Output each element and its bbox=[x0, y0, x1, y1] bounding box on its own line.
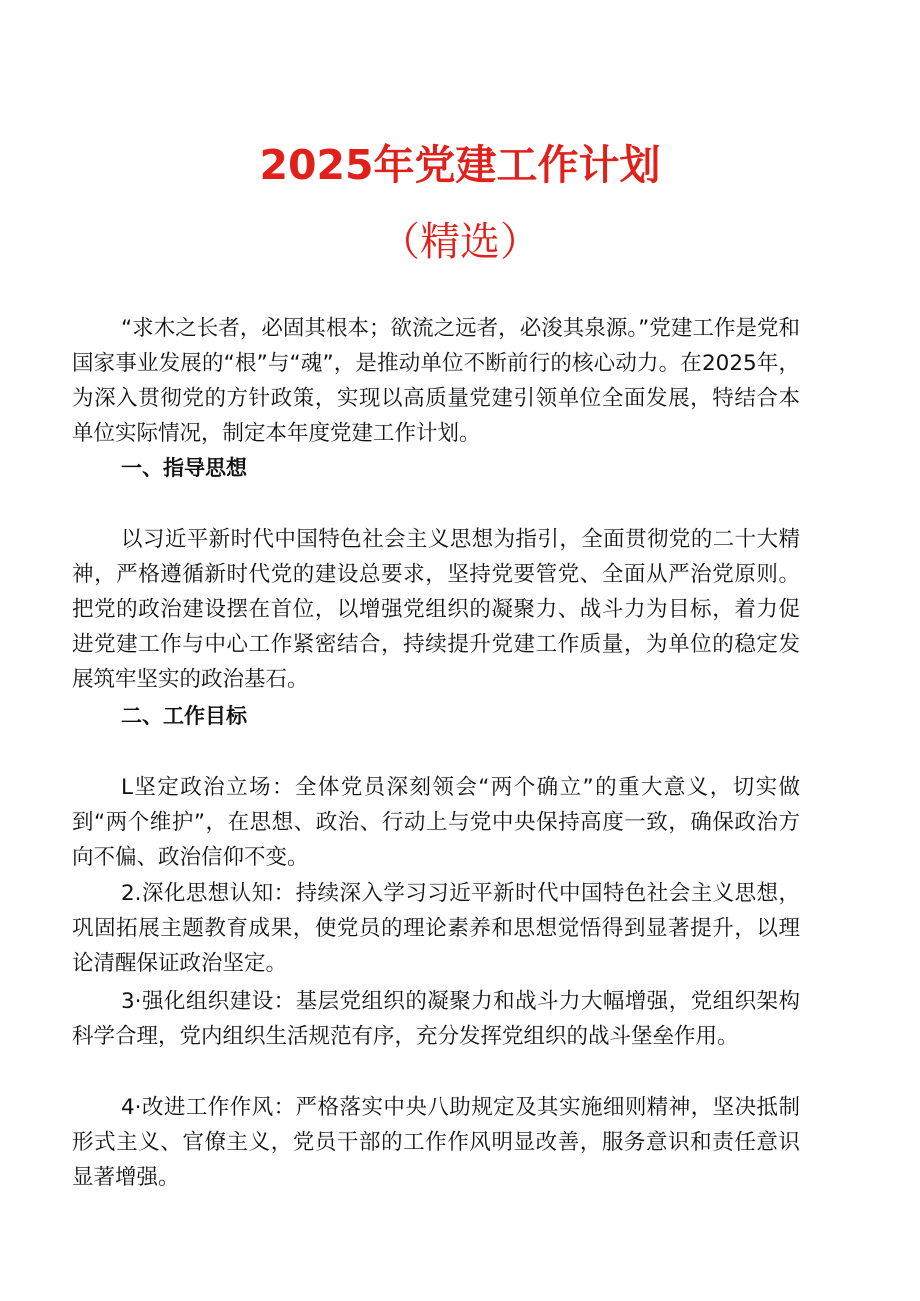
goal-item: L坚定政治立场：全体党员深刻领会“两个确立”的重大意义，切实做到“两个维护”，在思想、政治、行动上与党中央保持高度一致，确保政治方向不偏、政治信仰不变。 bbox=[72, 775, 800, 870]
guiding-thought-paragraph: 以习近平新时代中国特色社会主义思想为指引，全面贯彻党的二十大精神，严格遵循新时代党的建设总要求，坚持党要管党、全面从严治党原则。把党的政治建设摆在首位，以增强党组织的凝聚力、战斗力为目标，着力促进党建工作与中心工作紧密结合，持续提升党建工作质量，为单位的稳定发展筑牢坚实的政治基石。 bbox=[72, 527, 800, 692]
goal-item: 3·强化组织建设：基层党组织的凝聚力和战斗力大幅增强，党组织架构科学合理，党内组织生活规范有序，充分发挥党组织的战斗堡垒作用。 bbox=[72, 989, 800, 1049]
goal-item: 2.深化思想认知：持续深入学习习近平新时代中国特色社会主义思想，巩固拓展主题教育成果，使党员的理论素养和思想觉悟得到显著提升，以理论清醒保证政治坚定。 bbox=[72, 881, 800, 976]
document-subtitle: （精选） bbox=[380, 219, 540, 265]
section-heading-guiding-thought: 一、指导思想 bbox=[121, 456, 247, 480]
section-heading-work-goals: 二、工作目标 bbox=[121, 704, 247, 728]
intro-paragraph: “求木之长者，必固其根本；欲流之远者，必浚其泉源。”党建工作是党和国家事业发展的“根”与“魂”，是推动单位不断前行的核心动力。在2025年，为深入贯彻党的方针政策，实现以高质量党建引领单位全面发展，特结合本单位实际情况，制定本年度党建工作计划。 bbox=[72, 316, 800, 446]
document-title: 2025年党建工作计划 bbox=[259, 141, 661, 189]
goal-item: 4·改进工作作风：严格落实中央八助规定及其实施细则精神，坚决抵制形式主义、官僚主义，党员干部的工作作风明显改善，服务意识和责任意识显著增强。 bbox=[72, 1095, 800, 1190]
